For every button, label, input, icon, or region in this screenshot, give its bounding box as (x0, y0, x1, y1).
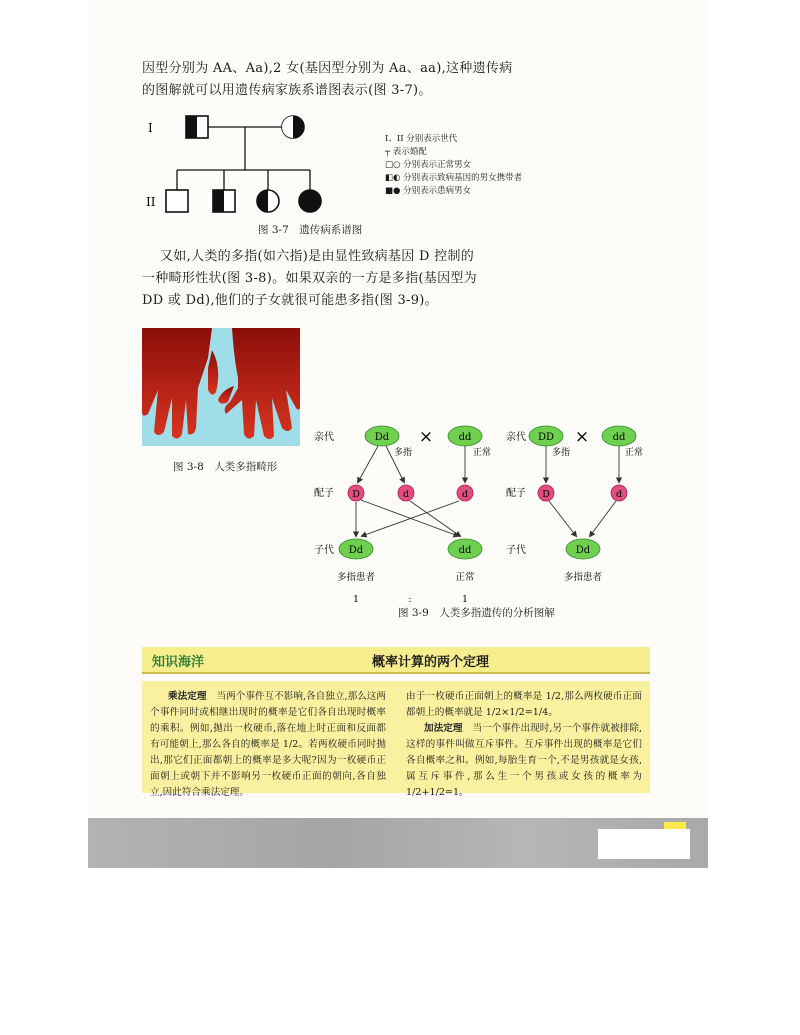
knowledge-label: 知识海洋 (152, 655, 205, 670)
intro-line-1: 因型分别为 AA、Aa),2 女(基因型分别为 Aa、aa),这种遗传病 (142, 61, 513, 76)
figure-3-7-caption: 图 3-7 遗传病系谱图 (258, 224, 363, 236)
gen2-normal-male (166, 190, 188, 212)
legend-item: ◧◐ 分别表示致病基因的男女携带者 (385, 173, 523, 183)
right-gamete-label: 配子 (506, 488, 526, 499)
svg-text:dd: dd (458, 432, 472, 443)
legend-item: I、II 分别表示世代 (385, 134, 458, 144)
right-gamete-d-dominant (538, 485, 554, 501)
right-child-label: 子代 (506, 545, 526, 556)
right-parent-recessive-node (602, 426, 636, 446)
left-times-sign: × (418, 427, 434, 447)
multiplication-rule-heading: 乘法定理 (168, 691, 207, 702)
svg-text:Dd: Dd (374, 432, 390, 443)
left-gamete-d-dominant (348, 485, 364, 501)
ratio-a: 1 (352, 594, 360, 605)
legend-item: ■● 分别表示患病男女 (385, 186, 472, 196)
svg-text:DD: DD (537, 432, 555, 443)
gen2-affected-female (299, 190, 321, 212)
gen2-female-carrier (257, 190, 279, 212)
figure-3-8-caption: 图 3-8 人类多指畸形 (173, 461, 278, 473)
svg-text:D: D (352, 489, 360, 500)
para2-line-2: 一种畸形性状(图 3-8)。如果双亲的一方是多指(基因型为 (142, 271, 477, 286)
figure-3-9-caption: 图 3-9 人类多指遗传的分析图解 (398, 607, 555, 619)
left-c2-note: 正常 (455, 572, 475, 583)
svg-text:dd: dd (612, 432, 626, 443)
svg-text:d: d (461, 489, 469, 500)
svg-text:d: d (615, 489, 623, 500)
right-parent-dd-dominant-node (529, 426, 563, 446)
knowledge-title: 概率计算的两个定理 (372, 655, 490, 670)
left-gamete-d-recessive-1 (398, 485, 414, 501)
generation-i-label: I (148, 121, 153, 135)
left-c1-note: 多指患者 (336, 572, 376, 583)
knowledge-box (142, 681, 650, 798)
svg-text:d: d (402, 489, 410, 500)
left-parent-dd-node (365, 426, 399, 446)
para2-line-1: 又如,人类的多指(如六指)是由显性致病基因 D 控制的 (160, 249, 475, 264)
hands-illustration (142, 328, 300, 446)
ratio-colon: : (408, 594, 412, 605)
multiplication-rule-text (150, 689, 386, 801)
knowledge-header-bar (142, 647, 650, 674)
addition-rule-body: 当一个事件出现时,另一个事件就被排除,这样的事件叫做互斥事件。互斥事件出现的概率是它们各自概率之和。例如,每胎生育一个,不是男孩就是女孩,属互斥事件,那么生一个男孩或女孩的概率为 1/2+1/2=1。 (406, 723, 642, 798)
left-p1-note: 多指 (394, 448, 413, 458)
multiplication-rule-body: 当两个事件互不影响,各自独立,那么这两个事件同时或相继出现时的概率是它们各自出现时概率的乘积。例如,抛出一枚硬币,落在地上时正面和反面都有可能朝上,那么各自的概率是 1/2。若两枚硬币同时抛出,那它们正面都朝上的概率是多大呢?因为一枚硬币正面朝上或朝下并不影响另一枚硬币正面的朝向,各自独立,因此符合乘法定理。 (150, 691, 386, 798)
left-parent-recessive-node (448, 426, 482, 446)
right-parent-label: 亲代 (506, 432, 526, 443)
generation-ii-label: II (146, 195, 156, 209)
left-p2-note: 正常 (473, 448, 492, 458)
left-gamete-label: 配子 (314, 488, 334, 499)
right-gamete-d-recessive (611, 485, 627, 501)
right-child-dd-node (566, 539, 600, 559)
left-gamete-d-recessive-2 (457, 485, 473, 501)
legend-item: ┬ 表示婚配 (385, 147, 427, 157)
page-number-box (598, 829, 690, 859)
cross-diagram (308, 418, 648, 618)
left-child-label: 子代 (314, 545, 334, 556)
gen2-male-carrier (213, 190, 235, 212)
multiplication-rule-continued: 由于一枚硬币正面朝上的概率是 1/2,那么两枚硬币正面都朝上的概率就是 1/2×1/2=1/4。 (406, 691, 642, 718)
left-child-dd-node (339, 539, 373, 559)
svg-text:dd: dd (458, 545, 472, 556)
addition-rule-text (406, 689, 642, 801)
svg-text:Dd: Dd (575, 545, 591, 556)
legend-item: □○ 分别表示正常男女 (385, 160, 472, 170)
gen1-female-carrier (282, 116, 304, 138)
right-p1-note: 多指 (552, 448, 571, 458)
left-parent-label: 亲代 (314, 432, 334, 443)
polydactyly-photo (142, 328, 300, 446)
svg-text:D: D (542, 489, 550, 500)
right-times-sign: × (574, 427, 590, 447)
ratio-b: 1 (461, 594, 469, 605)
gen1-male-carrier (186, 116, 208, 138)
intro-line-2: 的图解就可以用遗传病家族系谱图表示(图 3-7)。 (142, 83, 432, 98)
pedigree-diagram (140, 108, 380, 218)
addition-rule-heading: 加法定理 (424, 723, 463, 734)
right-c1-note: 多指患者 (563, 572, 603, 583)
svg-text:Dd: Dd (348, 545, 364, 556)
right-p2-note: 正常 (625, 448, 644, 458)
para2-line-3: DD 或 Dd),他们的子女就很可能患多指(图 3-9)。 (142, 293, 438, 308)
left-child-recessive-node (448, 539, 482, 559)
